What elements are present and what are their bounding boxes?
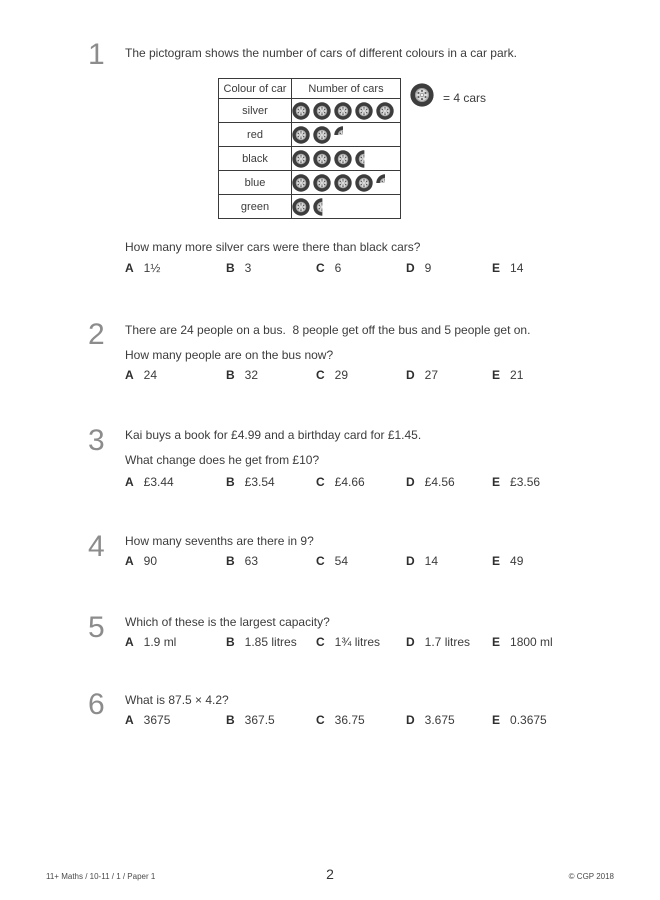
question-3-text-line-1: Kai buys a book for £4.99 and a birthday card for £1.45. (125, 428, 422, 442)
option-letter: E (492, 368, 501, 382)
pictogram-header-colour: Colour of car (219, 79, 292, 99)
car-wheel-quarter-icon (376, 174, 394, 192)
car-wheel-icon (355, 174, 373, 192)
option-letter: D (406, 554, 415, 568)
option-letter: D (406, 713, 415, 727)
option-d (406, 713, 492, 727)
option-letter: C (316, 368, 325, 382)
option-letter: B (226, 368, 235, 382)
pictogram-colour-label: blue (219, 171, 292, 195)
question-3-number: 3 (88, 424, 105, 457)
question-5-options (125, 635, 572, 649)
option-value: 1800 ml (510, 635, 553, 649)
option-value: 9 (424, 261, 432, 275)
option-b (226, 713, 316, 727)
option-b (226, 261, 316, 275)
option-value: 14 (424, 554, 439, 568)
car-wheel-icon (334, 174, 352, 192)
option-value: 49 (510, 554, 524, 568)
option-value: 14 (510, 261, 524, 275)
option-value: 3675 (143, 713, 171, 727)
pictogram-key-label: = 4 cars (443, 90, 487, 105)
pictogram-header-number: Number of cars (292, 79, 401, 99)
option-value: 63 (244, 554, 259, 568)
option-value: 24 (143, 368, 158, 382)
question-3-text-line-2: What change does he get from £10? (125, 453, 320, 467)
question-4-text: How many sevenths are there in 9? (125, 534, 314, 548)
car-wheel-icon (292, 150, 310, 168)
pictogram-symbols-cell (292, 99, 401, 123)
option-letter: A (125, 475, 134, 489)
option-d (406, 554, 492, 568)
pictogram-colour-label: red (219, 123, 292, 147)
footer-paper-reference: 11+ Maths / 10-11 / 1 / Paper 1 (46, 872, 156, 881)
option-e (492, 635, 572, 649)
option-c (316, 635, 406, 649)
option-c (316, 554, 406, 568)
option-value: 29 (334, 368, 349, 382)
option-d (406, 261, 492, 275)
question-4 (0, 532, 660, 592)
car-wheel-icon (334, 102, 352, 120)
option-letter: A (125, 635, 134, 649)
question-6-text: What is 87.5 × 4.2? (125, 693, 229, 707)
option-c (316, 713, 406, 727)
car-wheel-key-icon (410, 83, 434, 112)
option-d (406, 368, 492, 382)
option-letter: D (406, 635, 415, 649)
option-value: 1.7 litres (424, 635, 471, 649)
option-value: 6 (334, 261, 342, 275)
option-value: £3.54 (244, 475, 275, 489)
option-letter: E (492, 261, 501, 275)
question-5 (0, 613, 660, 673)
pictogram-colour-label: black (219, 147, 292, 171)
option-b (226, 635, 316, 649)
question-2-options (125, 368, 572, 382)
question-2-text-line-1: There are 24 people on a bus. 8 people get off the bus and 5 people get on. (125, 323, 531, 337)
car-wheel-icon (292, 126, 310, 144)
option-d (406, 635, 492, 649)
option-letter: B (226, 475, 235, 489)
option-value: 90 (143, 554, 158, 568)
car-wheel-icon (334, 150, 352, 168)
option-letter: B (226, 261, 235, 275)
option-letter: A (125, 554, 134, 568)
question-5-number: 5 (88, 611, 105, 644)
option-value: 0.3675 (510, 713, 547, 727)
option-e (492, 554, 572, 568)
pictogram-row-red (219, 123, 401, 147)
pictogram-table (218, 78, 401, 219)
question-6 (0, 690, 660, 750)
option-e (492, 368, 572, 382)
option-b (226, 368, 316, 382)
option-a (125, 368, 226, 382)
footer-page-number: 2 (326, 866, 334, 882)
car-wheel-icon (313, 150, 331, 168)
question-2-text-line-2: How many people are on the bus now? (125, 348, 334, 362)
car-wheel-icon (292, 174, 310, 192)
question-4-options (125, 554, 572, 568)
car-wheel-half-icon (313, 198, 331, 216)
question-2 (0, 320, 660, 400)
question-6-number: 6 (88, 688, 105, 721)
option-letter: D (406, 368, 415, 382)
pictogram-symbols-cell (292, 147, 401, 171)
option-letter: E (492, 635, 501, 649)
option-letter: D (406, 475, 415, 489)
option-value: 32 (244, 368, 259, 382)
option-letter: B (226, 713, 235, 727)
option-value: £4.56 (424, 475, 455, 489)
pictogram-row-green (219, 195, 401, 219)
pictogram-row-blue (219, 171, 401, 195)
question-3-options (125, 475, 572, 489)
pictogram-key (410, 83, 486, 112)
car-wheel-icon (376, 102, 394, 120)
option-value: £4.66 (334, 475, 365, 489)
option-letter: A (125, 368, 134, 382)
footer-copyright: © CGP 2018 (568, 872, 614, 881)
question-3 (0, 426, 660, 506)
option-value: 1¾ litres (334, 635, 381, 649)
car-wheel-icon (292, 102, 310, 120)
option-a (125, 635, 226, 649)
option-value: 54 (334, 554, 349, 568)
option-value: £3.56 (510, 475, 541, 489)
option-letter: E (492, 475, 501, 489)
option-a (125, 554, 226, 568)
car-wheel-quarter-icon (334, 126, 352, 144)
option-letter: E (492, 713, 501, 727)
question-1-text: The pictogram shows the number of cars of different colours in a car park. (125, 46, 517, 60)
option-letter: E (492, 554, 501, 568)
option-value: 3 (244, 261, 252, 275)
pictogram-row-silver (219, 99, 401, 123)
option-letter: A (125, 261, 134, 275)
question-4-number: 4 (88, 530, 105, 563)
option-e (492, 713, 572, 727)
question-1-number: 1 (88, 38, 105, 71)
option-c (316, 475, 406, 489)
option-letter: C (316, 475, 325, 489)
option-value: 3.675 (424, 713, 455, 727)
car-wheel-icon (313, 126, 331, 144)
option-value: 1.85 litres (244, 635, 297, 649)
option-letter: C (316, 635, 325, 649)
car-wheel-icon (313, 174, 331, 192)
question-5-text: Which of these is the largest capacity? (125, 615, 330, 629)
pictogram-header-row (219, 79, 401, 99)
option-value: 1½ (143, 261, 161, 275)
option-letter: C (316, 554, 325, 568)
option-value: 1.9 ml (143, 635, 177, 649)
car-wheel-icon (313, 102, 331, 120)
option-letter: C (316, 261, 325, 275)
option-letter: B (226, 554, 235, 568)
option-value: 27 (424, 368, 439, 382)
pictogram-row-black (219, 147, 401, 171)
option-a (125, 261, 226, 275)
option-e (492, 261, 572, 275)
pictogram-symbols-cell (292, 171, 401, 195)
pictogram-symbols-cell (292, 123, 401, 147)
question-6-options (125, 713, 572, 727)
option-value: 367.5 (244, 713, 275, 727)
option-a (125, 475, 226, 489)
car-wheel-icon (355, 102, 373, 120)
pictogram-symbols-cell (292, 195, 401, 219)
car-wheel-icon (292, 198, 310, 216)
option-c (316, 368, 406, 382)
option-letter: A (125, 713, 134, 727)
option-value: 36.75 (334, 713, 365, 727)
option-b (226, 554, 316, 568)
option-a (125, 713, 226, 727)
car-wheel-half-icon (355, 150, 373, 168)
option-value: £3.44 (143, 475, 174, 489)
question-1-options (125, 261, 572, 275)
option-letter: B (226, 635, 235, 649)
option-c (316, 261, 406, 275)
option-b (226, 475, 316, 489)
question-1-sub-question: How many more silver cars were there than black cars? (125, 240, 421, 254)
pictogram-colour-label: green (219, 195, 292, 219)
pictogram-colour-label: silver (219, 99, 292, 123)
option-d (406, 475, 492, 489)
car-wheel-icon (410, 83, 434, 107)
question-2-number: 2 (88, 318, 105, 351)
option-value: 21 (510, 368, 524, 382)
option-e (492, 475, 572, 489)
option-letter: D (406, 261, 415, 275)
option-letter: C (316, 713, 325, 727)
